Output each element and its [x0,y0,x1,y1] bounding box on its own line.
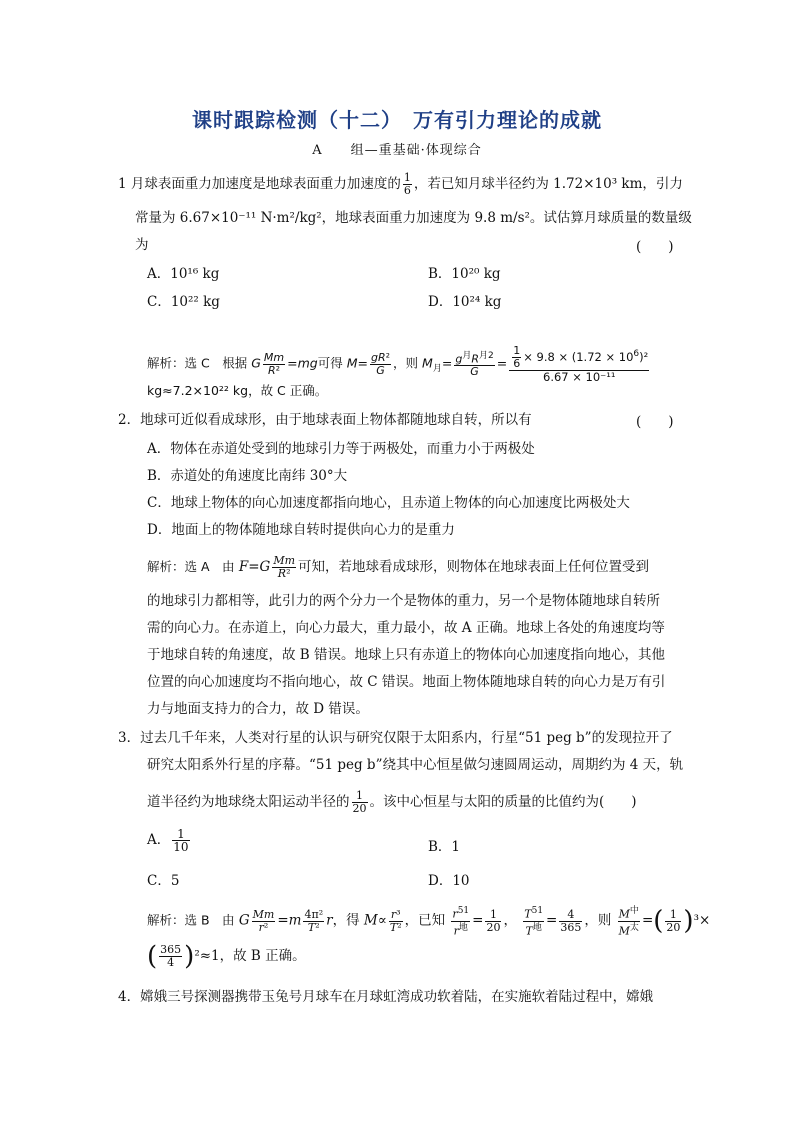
q2-stem: 2．地球可近似看成球形，由于地球表面上物体都随地球自转，所以有 [118,412,532,428]
q2-solution-line-5: 位置的向心加速度均不指向地心，故 C 错误。地面上物体随地球自转的向心力是万有引 [147,674,666,690]
q3-option-c: C．5 [147,873,180,889]
q4-line-1: 4．嫦娥三号探测器携带玉兔号月球车在月球虹湾成功软着陆，在实施软着陆过程中，嫦娥 [118,989,654,1005]
q2-solution-line-1: 解析：选 A 由 F=G $\frac{Mm}{\text{R²}}$ 可知，若地球看成球形，则物体在地球表面上任何位置受到 [147,554,650,580]
answer-blank: ( ) [636,414,674,430]
q1-option-b: B．10²⁰ kg [428,266,501,282]
q2-option-b: B．赤道处的角速度比南纬 30°大 [147,468,348,484]
q2-solution-line-4: 于地球自转的角速度，故 B 错误。地球上只有赤道上的物体向心加速度指向地心，其他 [147,647,666,663]
q3-option-a: A． $\frac{1}{10}$ [147,827,189,854]
q2-solution-line-6: 力与地面支持力的合力，故 D 错误。 [147,701,369,717]
q1-line-3: 为 [135,237,149,253]
q1-option-d: D．10²⁴ kg [428,294,502,310]
q2-option-c: C．地球上物体的向心加速度都指向地心，且赤道上物体的向心加速度比两极处大 [147,495,630,511]
q2-option-a: A．物体在赤道处受到的地球引力等于两极处，而重力小于两极处 [147,441,535,457]
q1-solution-line-1: 解析：选 C 根据 G $\frac{Mm}{\text{R²}}$ =mg可得 M= $\frac{\text{gR²}}{G}$ ，则 $M_月=$ $\frac{g^月R^{月2}}{G}$ = $\frac{1}{6}$ × $9.8 \times (1.72 \times 10^6)^2$ 6.67 × 10⁻¹¹ [147,344,649,384]
q3-line-1: 3．过去几千年来，人类对行星的认识与研究仅限于太阳系内，行星“51 peg b”的发现拉开了 [118,730,673,746]
q1-option-c: C．10²² kg [147,294,220,310]
q1-solution-line-2: kg≈7.2×10²² kg，故 C 正确。 [147,383,328,398]
q3-option-b: B．1 [428,839,461,855]
page-title: 课时跟踪检测（十二） 万有引力理论的成就 [192,108,602,132]
q3-line-3: 道半径约为地球绕太阳运动半径的 $\frac{1}{20}$ 。该中心恒星与太阳的质量的比值约为( ) [147,789,637,815]
q1-option-a: A．10¹⁶ kg [147,266,220,282]
q2-option-d: D．地面上的物体随地球自转时提供向心力的是重力 [147,522,455,538]
q3-solution-line-1: 解析：选 B 由 G $\frac{Mm}{\text{r²}}$ =m $\frac{\text{4π²}}{\text{T²}}$ r，得 M∝ $\frac{\text{r³}}{\text{T²}}$ ，已知 $\frac{r^{51}}{r^地}$ = $\frac{1}{20}$ ， $\frac{T^{51}}{T^地}$ = $\frac{4}{365}$ ，则 $\frac{M^中}{M^太}$ =( $\frac{1}{20}$ )³× [147,906,711,938]
q1-line-2: 常量为 6.67×10⁻¹¹ N·m²/kg²，地球表面重力加速度为 9.8 m/s²。试估算月球质量的数量级 [135,210,692,226]
q2-solution-line-3: 需的向心力。在赤道上，向心力最大，重力最小，故 A 正确。地球上各处的角速度均等 [147,620,665,636]
fraction: $\frac{1}{6}$ [403,171,411,197]
q2-solution-line-2: 的地球引力都相等，此引力的两个分力一个是物体的重力，另一个是物体随地球自转所 [147,593,660,609]
q3-option-d: D．10 [428,873,470,889]
q3-solution-line-2: ( $\frac{365}{4}$ )²≈1，故 B 正确。 [147,941,306,972]
section-subtitle: A 组—重基础·体现综合 [312,143,482,158]
answer-blank: ( ) [636,239,674,255]
q3-line-2: 研究太阳系外行星的序幕。“51 peg b”绕其中心恒星做匀速圆周运动，周期约为 4 天，轨 [147,757,684,773]
q1-line-1: 1 月球表面重力加速度是地球表面重力加速度的 $\frac{1}{6}$ ，若已知月球半径约为 1.72×10³ km，引力 [118,171,683,197]
